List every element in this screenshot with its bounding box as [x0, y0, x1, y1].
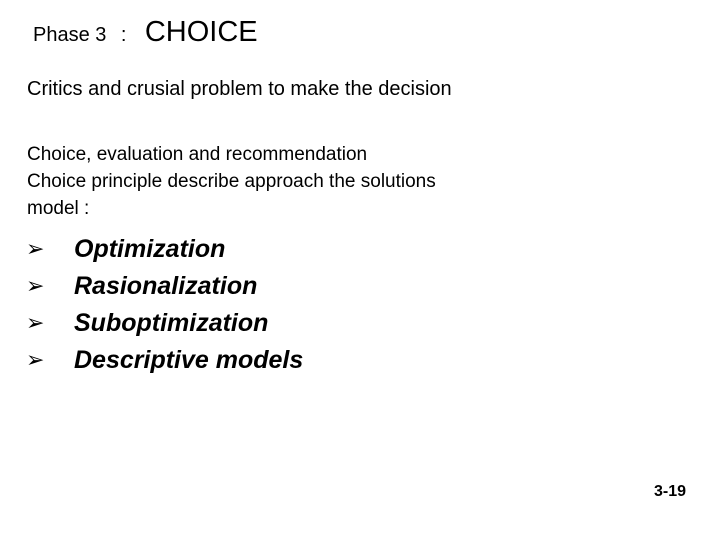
slide-title — [33, 16, 258, 49]
body-paragraph — [27, 141, 436, 222]
bullet-item — [26, 305, 303, 342]
arrow-bullet-icon: ➢ — [26, 347, 45, 373]
bullet-item — [26, 231, 303, 268]
bullet-text: Descriptive models — [74, 346, 304, 374]
phase-name: CHOICE — [144, 16, 258, 48]
bullet-item — [26, 268, 303, 305]
body-line: model : — [27, 198, 90, 219]
bullet-text: Suboptimization — [74, 309, 269, 337]
title-separator: : — [120, 24, 127, 46]
arrow-bullet-icon: ➢ — [26, 273, 45, 299]
arrow-bullet-icon: ➢ — [26, 310, 45, 336]
bullet-text: Rasionalization — [74, 272, 258, 300]
bullet-text: Optimization — [74, 235, 226, 263]
phase-label: Phase 3 — [33, 24, 107, 46]
body-line: Choice, evaluation and recommendation — [27, 144, 368, 165]
slide-subtitle: Critics and crusial problem to make the decision — [27, 78, 452, 100]
bullet-list — [26, 231, 303, 379]
arrow-bullet-icon: ➢ — [26, 236, 45, 262]
page-number: 3-19 — [653, 483, 686, 500]
bullet-item — [26, 342, 303, 379]
body-line: Choice principle describe approach the solutions — [27, 171, 436, 192]
